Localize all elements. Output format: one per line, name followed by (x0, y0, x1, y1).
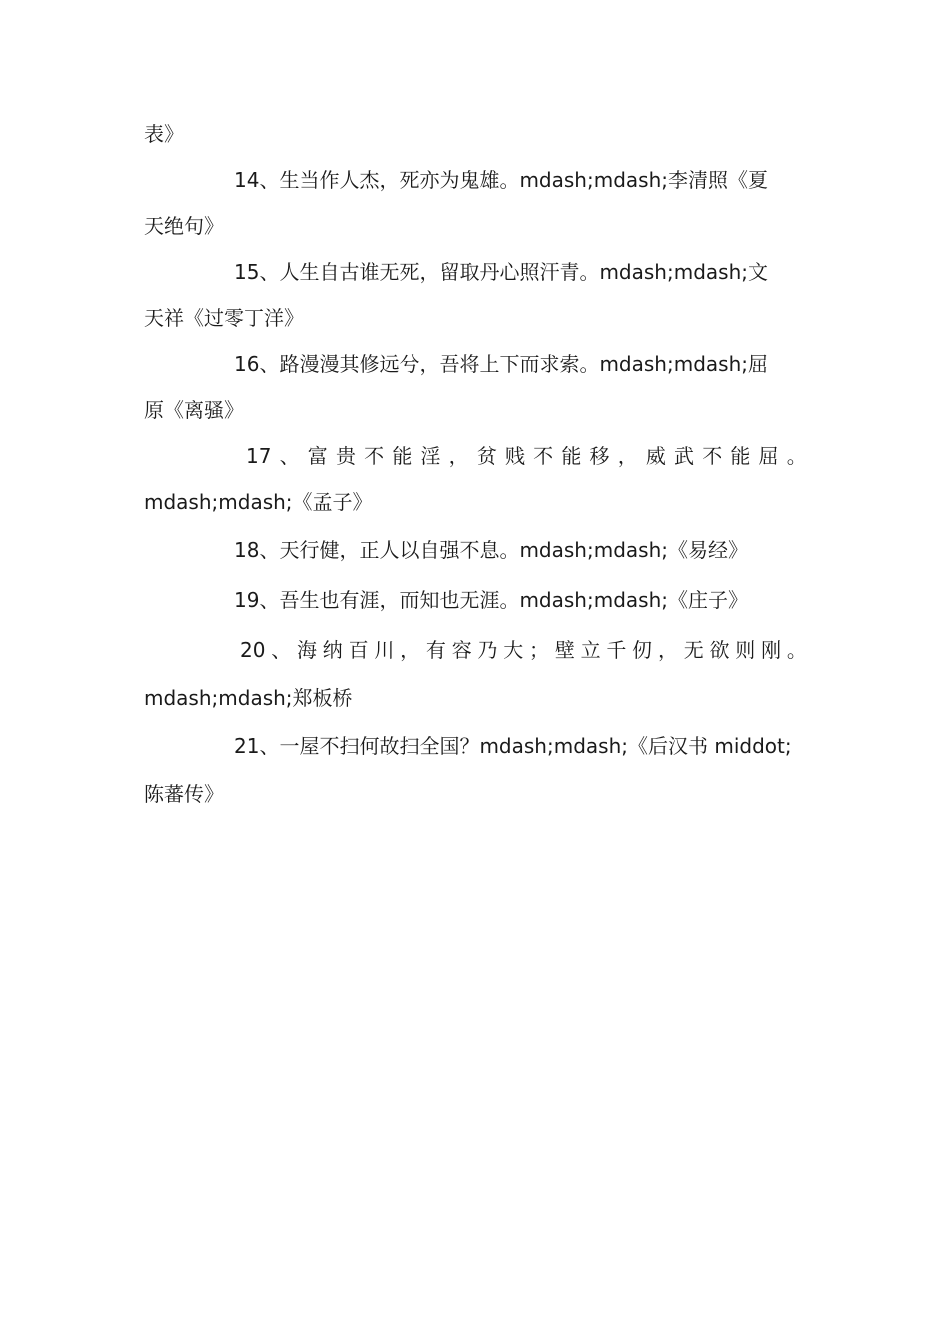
glyph: 则 (735, 638, 756, 662)
glyph: 刚 (761, 638, 782, 662)
glyph: 20 (240, 638, 266, 662)
glyph: 。 (786, 444, 807, 468)
quote-14-line-2: 天绝句》 (144, 214, 224, 238)
glyph: 百 (348, 638, 369, 662)
glyph: 纳 (322, 638, 343, 662)
glyph: 贱 (505, 444, 525, 468)
quote-21-line-2: 陈蕃传》 (144, 782, 224, 806)
glyph: 富 (307, 444, 328, 468)
glyph: 海 (297, 638, 318, 662)
quote-19-line-1: 19、吾生也有涯，而知也无涯。mdash;mdash;《庄子》 (234, 588, 748, 612)
quote-18-line-1: 18、天行健，正人以自强不息。mdash;mdash;《易经》 (234, 538, 748, 562)
glyph: 立 (580, 638, 601, 662)
glyph: 17 (246, 444, 272, 468)
quote-17-line-1 (144, 433, 807, 479)
glyph: 不 (364, 444, 385, 468)
glyph: 能 (730, 444, 751, 468)
glyph: 移 (589, 444, 610, 468)
quote-14-line-1: 14、生当作人杰，死亦为鬼雄。mdash;mdash;李清照《夏 (234, 168, 768, 192)
glyph: 、 (271, 638, 292, 662)
glyph: 贫 (476, 444, 497, 468)
glyph: 能 (561, 444, 582, 468)
glyph: 不 (533, 444, 554, 468)
glyph: 能 (392, 444, 413, 468)
glyph: 。 (786, 638, 807, 662)
glyph: ， (657, 638, 678, 662)
glyph: 大 (503, 638, 524, 662)
glyph: ； (529, 638, 550, 662)
document-body (144, 111, 807, 817)
glyph: 、 (279, 444, 300, 468)
glyph: 不 (702, 444, 723, 468)
glyph: 仞 (632, 638, 653, 662)
quote-20-line-2: mdash;mdash;郑板桥 (144, 686, 353, 710)
glyph: 千 (606, 638, 627, 662)
glyph: 威 (645, 444, 666, 468)
glyph: 有 (425, 638, 446, 662)
quote-15-line-2: 天祥《过零丁洋》 (144, 306, 304, 330)
glyph: 川 (374, 638, 395, 662)
glyph: 无 (683, 638, 704, 662)
glyph: 壁 (554, 638, 575, 662)
quote-20-line-1 (144, 625, 807, 675)
glyph: 淫 (420, 444, 441, 468)
glyph: 乃 (477, 638, 498, 662)
glyph: ， (617, 444, 638, 468)
glyph: 武 (674, 444, 695, 468)
quote-16-line-1: 16、路漫漫其修远兮，吾将上下而求索。mdash;mdash;屈 (234, 352, 768, 376)
quote-17-line-2: mdash;mdash;《孟子》 (144, 490, 373, 514)
glyph: 欲 (709, 638, 730, 662)
glyph: ， (400, 638, 421, 662)
quote-15-line-1: 15、人生自古谁无死，留取丹心照汗青。mdash;mdash;文 (234, 260, 768, 284)
quote-16-line-2: 原《离骚》 (144, 398, 244, 422)
glyph: ， (448, 444, 469, 468)
glyph: 容 (451, 638, 472, 662)
text-line: 表》 (144, 122, 184, 146)
glyph: 屈 (758, 444, 779, 468)
glyph: 贵 (335, 444, 356, 468)
quote-21-line-1: 21、一屋不扫何故扫全国？mdash;mdash;《后汉书 middot; (234, 734, 792, 758)
